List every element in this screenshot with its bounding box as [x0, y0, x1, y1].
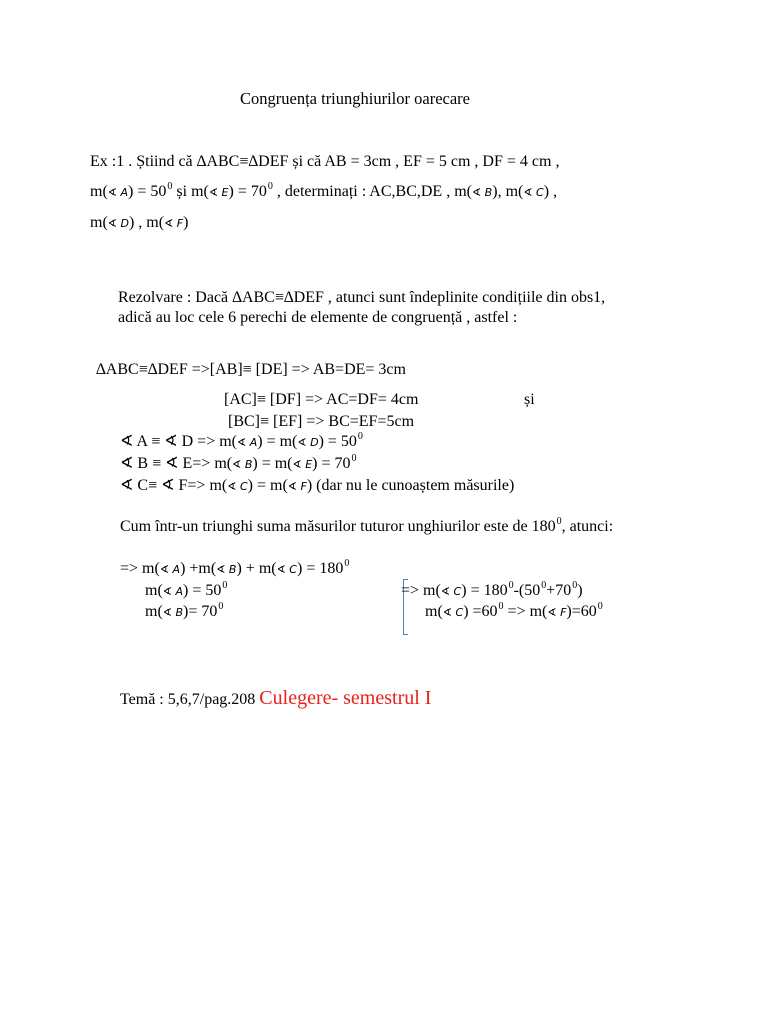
homework: [120, 688, 431, 710]
homework-highlight: Culegere- semestrul I: [259, 687, 432, 709]
angle-congruence-3: ∢ C≡ ∢ F=> m(∢ C) = m(∢ F) (dar nu le cunoaștem măsurile): [120, 477, 515, 494]
exercise-line-3: m(∢ D) , m(∢ F): [90, 214, 189, 231]
page-title: Congruența triunghiurilor oarecare: [240, 89, 470, 108]
angle-f: ∢ F: [164, 217, 184, 230]
congruence-line-2: [AC]≡ [DF] => AC=DF= 4cm: [224, 391, 419, 408]
angle-congruence-2: ∢ B ≡ ∢ E=> m(∢ B) = m(∢ $E) = 70^0$: [120, 453, 357, 472]
angle-e: ∢ E: [208, 186, 229, 199]
result-f: m(∢ $C) =60^0$ => m(∢ $F)=60^0$: [425, 601, 603, 620]
congruence-line-3: [BC]≡ [EF] => BC=EF=5cm: [228, 413, 415, 430]
angle-d: ∢ D: [107, 217, 129, 230]
angle-congruence-1: ∢ A ≡ ∢ D => m(∢ A) = m(∢ $D) = 50^0$: [120, 431, 363, 450]
exercise-line-1: Ex :1 . Știind că ∆ABC≡∆DEF și că AB = 3cm , EF = 5 cm , DF = 4 cm ,: [90, 153, 560, 170]
solution-intro-2: adică au loc cele 6 perechi de elemente de congruență , astfel :: [118, 309, 518, 326]
result-c: => m(∢ $C) = 180^0-(50^0+70^0)$: [401, 580, 583, 599]
solution-intro-1: Rezolvare : Dacă ∆ABC≡∆DEF , atunci sunt îndeplinite condițiile din obs1,: [118, 289, 606, 306]
congruence-si: și: [524, 391, 535, 408]
homework-label: Temă : 5,6,7/pag.208: [120, 691, 260, 708]
congruence-line-1: ∆ABC≡∆DEF =>[AB]≡ [DE] => AB=DE= 3cm: [96, 361, 406, 378]
angle-a: ∢ A: [107, 186, 129, 199]
exercise-line-2: m(∢ $A) = 50^0$ și m(∢ $E) = 70^0$ , determinați : AC,BC,DE , m(∢ B), m(∢ C) ,: [90, 181, 558, 200]
angle-b: ∢ B: [471, 186, 493, 199]
angle-sum-statement: Cum într-un triunghi suma măsurilor tuturor unghiurilor este de $180^0$, atunci:: [120, 516, 614, 535]
measure-a: m(∢ $A) = 50^0$: [145, 580, 228, 599]
measure-b: m(∢ $B)= 70^0$: [145, 601, 224, 620]
angle-c: ∢ C: [523, 186, 544, 199]
angle-sum-equation: => m(∢ A) +m(∢ B) + m(∢ $C) = 180^0$: [120, 558, 350, 577]
